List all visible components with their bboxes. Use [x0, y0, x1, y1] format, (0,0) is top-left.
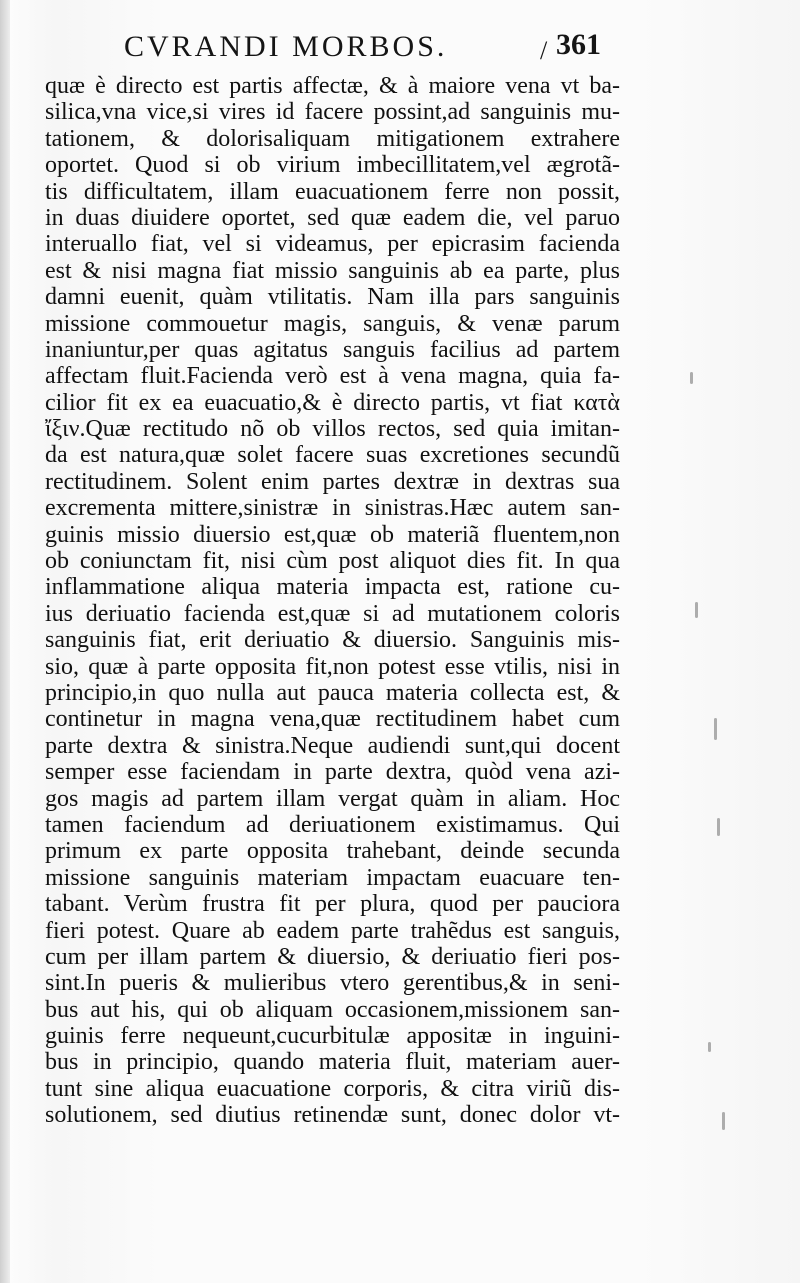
text-line: guinis missio diuersio est,quæ ob materiã fluentem,non: [45, 521, 620, 548]
text-line: rectitudinem. Solent enim partes dextræ in dextras sua: [45, 468, 620, 495]
text-line: cilior fit ex ea euacuatio,& è directo partis, vt fiat κατὰ: [45, 389, 620, 416]
text-line: cum per illam partem & diuersio, & deriuatio fieri pos-: [45, 943, 620, 970]
text-line: quæ è directo est partis affectæ, & à maiore vena vt ba-: [45, 73, 620, 99]
text-line: in duas diuidere oportet, sed quæ eadem die, vel paruo: [45, 204, 620, 231]
text-line: primum ex parte opposita trahebant, deinde secunda: [45, 838, 620, 865]
running-head-title: CVRANDI MORBOS.: [124, 30, 448, 63]
text-line: tamen faciendum ad deriuationem existimamus. Qui: [45, 811, 620, 838]
text-line: oportet. Quod si ob virium imbecillitatem,vel ægrotã-: [45, 152, 620, 179]
running-header: [100, 26, 620, 70]
text-line: solutionem, sed diutius retinendæ sunt, donec dolor vt-: [45, 1102, 620, 1129]
text-line: sio, quæ à parte opposita fit,non potest esse vtilis, nisi in: [45, 653, 620, 680]
text-line: fieri potest. Quare ab eadem parte trahẽdus est sanguis,: [45, 917, 620, 944]
text-line: missione sanguinis materiam impactam euacuare ten-: [45, 864, 620, 891]
text-line: affectam fluit.Facienda verò est à vena magna, quia fa-: [45, 363, 620, 390]
text-line: interuallo fiat, vel si videamus, per epicrasim facienda: [45, 231, 620, 258]
body-text: [45, 73, 620, 1129]
show-through-mark: [695, 602, 698, 618]
text-line: ius deriuatio facienda est,quæ si ad mutationem coloris: [45, 600, 620, 627]
text-line: ἴξιν.Quæ rectitudo nõ ob villos rectos, sed quia imitan-: [45, 416, 620, 443]
header-separator: /: [540, 36, 548, 65]
text-line: bus in principio, quando materia fluit, materiam auer-: [45, 1049, 620, 1076]
show-through-mark: [690, 372, 693, 384]
text-line: silica,vna vice,si vires id facere possint,ad sanguinis mu-: [45, 99, 620, 126]
text-line: tationem, & dolorisaliquam mitigationem extrahere: [45, 125, 620, 152]
text-line: sanguinis fiat, erit deriuatio & diuersio. Sanguinis mis-: [45, 627, 620, 654]
text-line: principio,in quo nulla aut pauca materia collecta est, &: [45, 679, 620, 706]
show-through-mark: [722, 1112, 725, 1130]
text-line: inflammatione aliqua materia impacta est, ratione cu-: [45, 574, 620, 601]
text-line: excrementa mittere,sinistræ in sinistras.Hæc autem san-: [45, 495, 620, 522]
text-line: semper esse faciendam in parte dextra, quòd vena azi-: [45, 759, 620, 786]
text-line: tis difficultatem, illam euacuationem ferre non possit,: [45, 178, 620, 205]
text-line: ob coniunctam fit, nisi cùm post aliquot dies fit. In qua: [45, 548, 620, 575]
show-through-mark: [714, 718, 717, 740]
text-line: guinis ferre nequeunt,cucurbitulæ appositæ in inguini-: [45, 1023, 620, 1050]
text-line: bus aut his, qui ob aliquam occasionem,missionem san-: [45, 996, 620, 1023]
text-line: missione commouetur magis, sanguis, & venæ parum: [45, 310, 620, 337]
show-through-mark: [717, 818, 720, 836]
text-line: da est natura,quæ solet facere suas excretiones secundũ: [45, 442, 620, 469]
text-line: parte dextra & sinistra.Neque audiendi sunt,qui docent: [45, 732, 620, 759]
text-line: tunt sine aliqua euacuatione corporis, & citra viriũ dis-: [45, 1075, 620, 1102]
text-line: gos magis ad partem illam vergat quàm in aliam. Hoc: [45, 785, 620, 812]
text-line: damni euenit, quàm vtilitatis. Nam illa pars sanguinis: [45, 284, 620, 311]
page-gutter-shadow: [0, 0, 10, 1283]
text-line: est & nisi magna fiat missio sanguinis ab ea parte, plus: [45, 257, 620, 284]
show-through-mark: [708, 1042, 711, 1052]
text-line: sint.In pueris & mulieribus vtero gerentibus,& in seni-: [45, 970, 620, 997]
text-line: continetur in magna vena,quæ rectitudinem habet cum: [45, 706, 620, 733]
page-number: 361: [556, 28, 601, 61]
text-line: tabant. Verùm frustra fit per plura, quod per pauciora: [45, 891, 620, 918]
text-line: inaniuntur,per quas agitatus sanguis facilius ad partem: [45, 336, 620, 363]
